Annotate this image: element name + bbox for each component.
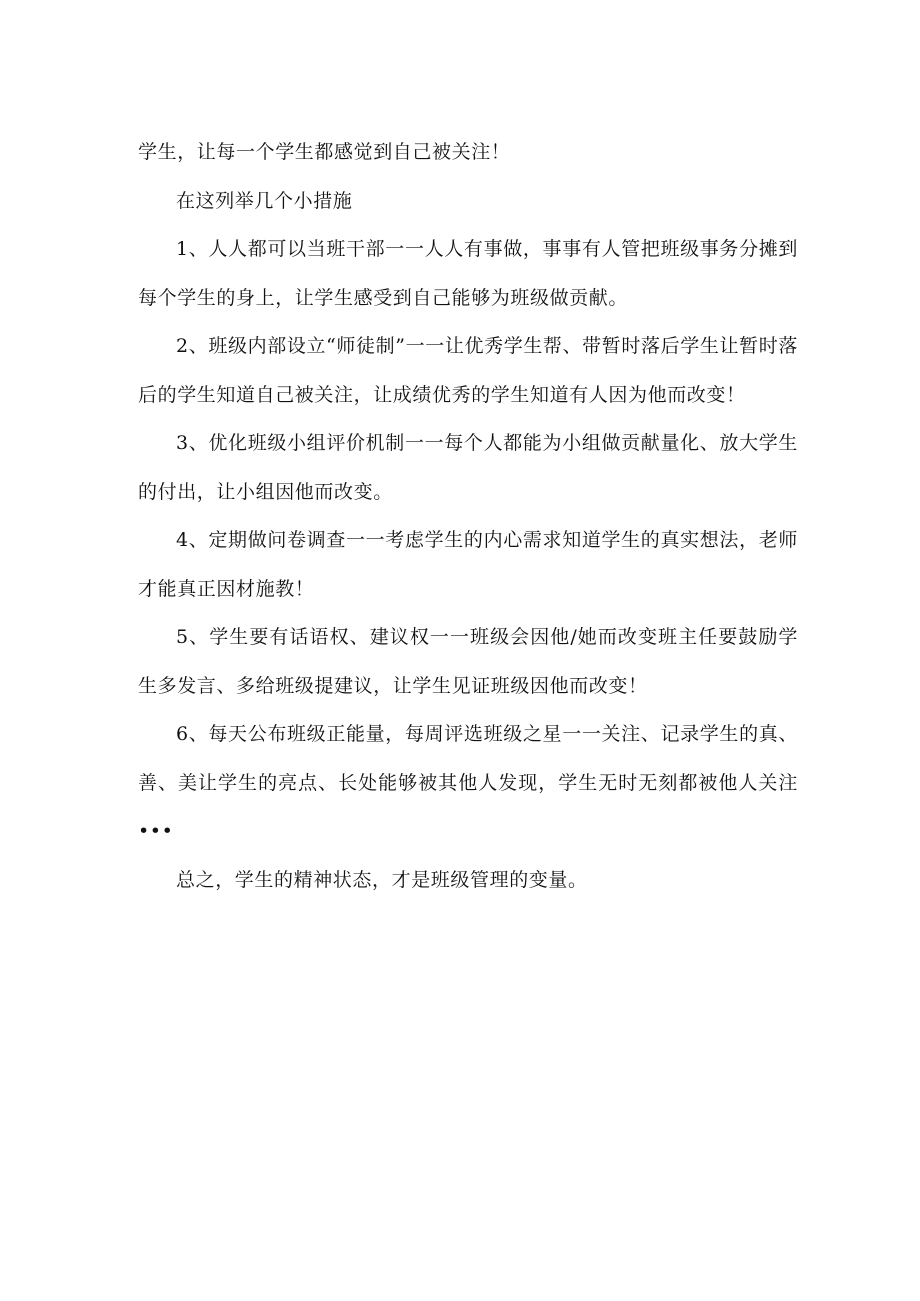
paragraph-measure-5: 5、学生要有话语权、建议权一一班级会因他/她而改变班主任要鼓励学生多发言、多给班级提建议，让学生见证班级因他而改变！ [138,626,798,697]
paragraph-continuation: 学生，让每一个学生都感觉到自己被关注！ [138,141,511,163]
paragraph-conclusion: 总之，学生的精神状态，才是班级管理的变量。 [176,868,588,891]
paragraph-measure-6: 6、每天公布班级正能量，每周评选班级之星一一关注、记录学生的真、善、美让学生的亮点、长处能够被其他人发现，学生无时无刻都被他人关注••• [138,723,798,842]
document-body [138,128,798,904]
paragraph-measure-1: 1、人人都可以当班干部一一人人有事做，事事有人管把班级事务分摊到每个学生的身上，让学生感受到自己能够为班级做贡献。 [138,238,798,309]
paragraph-measure-3: 3、优化班级小组评价机制一一每个人都能为小组做贡献量化、放大学生的付出，让小组因他而改变。 [138,432,798,503]
paragraph-intro: 在这列举几个小措施 [176,189,353,212]
paragraph-measure-2: 2、班级内部设立“师徒制”一一让优秀学生帮、带暂时落后学生让暂时落后的学生知道自己被关注，让成绩优秀的学生知道有人因为他而改变！ [138,335,798,406]
paragraph-measure-4: 4、定期做问卷调查一一考虑学生的内心需求知道学生的真实想法，老师才能真正因材施教！ [138,529,798,600]
